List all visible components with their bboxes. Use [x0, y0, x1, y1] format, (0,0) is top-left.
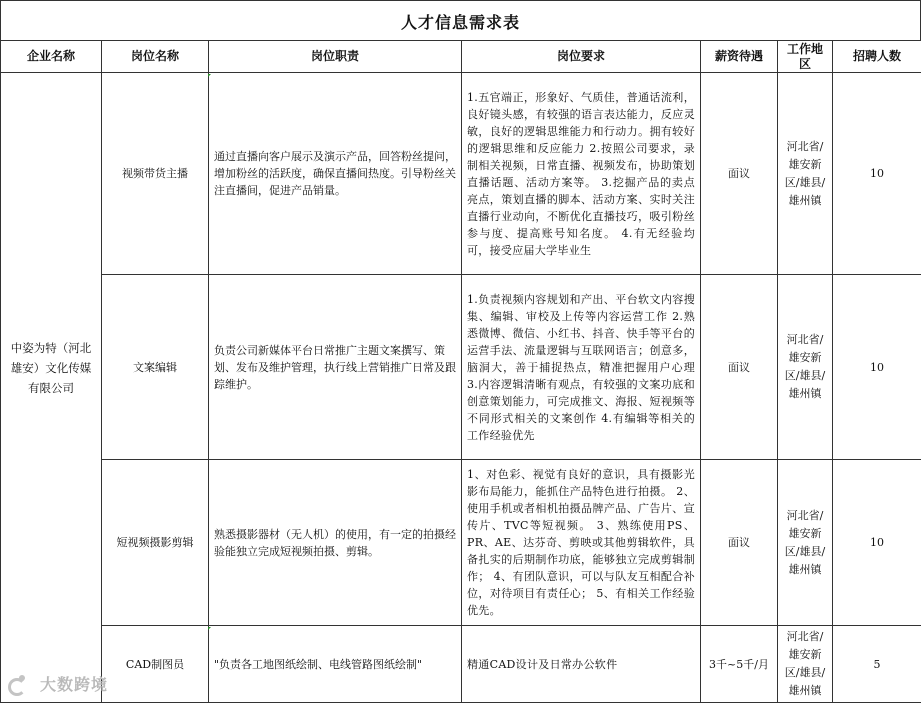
cell-comment-marker — [208, 627, 211, 630]
watermark-text: 大数跨境 — [40, 672, 108, 695]
header-row — [1, 41, 921, 73]
header-count: 招聘人数 — [833, 41, 921, 73]
table-row — [1, 275, 921, 460]
requirement-cell: 精通CAD设计及日常办公软件 — [462, 626, 701, 703]
header-position: 岗位名称 — [102, 41, 209, 73]
count-cell: 10 — [833, 73, 921, 275]
duty-cell: "负责各工地图纸绘制、电线管路图纸绘制" — [209, 626, 462, 703]
header-company: 企业名称 — [1, 41, 102, 73]
header-duty: 岗位职责 — [209, 41, 462, 73]
company-name: 中姿为特（河北雄安）文化传媒有限公司 — [6, 338, 96, 398]
count-cell: 5 — [833, 626, 921, 703]
location-cell: 河北省/雄安新区/雄县/雄州镇 — [778, 275, 833, 460]
position-cell: 视频带货主播 — [102, 73, 209, 275]
count-cell: 10 — [833, 275, 921, 460]
header-salary: 薪资待遇 — [701, 41, 778, 73]
salary-cell: 面议 — [701, 275, 778, 460]
demand-table — [0, 40, 921, 703]
cell-comment-marker — [208, 74, 211, 77]
header-location: 工作地区 — [778, 41, 833, 73]
position-cell: 文案编辑 — [102, 275, 209, 460]
salary-cell: 3千~5千/月 — [701, 626, 778, 703]
table-row — [1, 73, 921, 275]
requirement-cell: 1、对色彩、视觉有良好的意识，具有摄影光影布局能力，能抓住产品特色进行拍摄。 2、使用手机或者相机拍摄品牌产品、广告片、宣传片、TVC等短视频。 3、熟练使用PS、PR、AE、达芬奇、剪映或其他剪辑软件，具备扎实的后期制作功底，能够独立完成剪辑制作； 4、有团队意识，可以与队友互相配合补位，对待项目有责任心； 5、有相关工作经验优先。 — [462, 460, 701, 626]
requirement-cell: 1.五官端正，形象好、气质佳，普通话流利，良好镜头感，有较强的语言表达能力，反应灵敏，良好的逻辑思维能力和行动力。拥有较好的逻辑思维和反应能力 2.按照公司要求，录制相关视频，日常直播、视频发布，协助策划直播话题、活动方案等。 3.挖掘产品的卖点亮点，策划直播的脚本、活动方案、实时关注直播行业动向，不断优化直播技巧，吸引粉丝参与度、提高账号知名度。 4.有无经验均可，接受应届大学毕业生 — [462, 73, 701, 275]
header-requirement: 岗位要求 — [462, 41, 701, 73]
position-cell: CAD制图员 — [102, 626, 209, 703]
sheet-title: 人才信息需求表 — [0, 0, 921, 41]
duty-cell: 负责公司新媒体平台日常推广主题文案撰写、策划、发布及维护管理，执行线上营销推广日常及跟踪维护。 — [209, 275, 462, 460]
duty-cell: 通过直播向客户展示及演示产品，回答粉丝提问，增加粉丝的活跃度，确保直播间热度。引导粉丝关注直播间，促进产品销量。 — [209, 73, 462, 275]
location-cell: 河北省/雄安新区/雄县/雄州镇 — [778, 626, 833, 703]
count-cell: 10 — [833, 460, 921, 626]
location-cell: 河北省/雄安新区/雄县/雄州镇 — [778, 460, 833, 626]
table-row — [1, 460, 921, 626]
location-cell: 河北省/雄安新区/雄县/雄州镇 — [778, 73, 833, 275]
salary-cell: 面议 — [701, 73, 778, 275]
brand-logo-icon — [8, 675, 34, 693]
position-cell: 短视频摄影剪辑 — [102, 460, 209, 626]
requirement-cell: 1.负责视频内容规划和产出、平台软文内容搜集、编辑、审校及上传等内容运营工作 2.熟悉微博、微信、小红书、抖音、快手等平台的运营手法、流量逻辑与互联网语言；创意多，脑洞大，善于捕捉热点，精准把握用户心理 3.内容逻辑清晰有观点，有较强的文案功底和创意策划能力，可完成推文、海报、短视频等不同形式相关的文案创作 4.有编辑等相关的工作经验优先 — [462, 275, 701, 460]
company-name-cell — [1, 73, 102, 703]
watermark — [8, 672, 108, 695]
salary-cell: 面议 — [701, 460, 778, 626]
duty-cell: 熟悉摄影器材（无人机）的使用，有一定的拍摄经验能独立完成短视频拍摄、剪辑。 — [209, 460, 462, 626]
table-row — [1, 626, 921, 703]
